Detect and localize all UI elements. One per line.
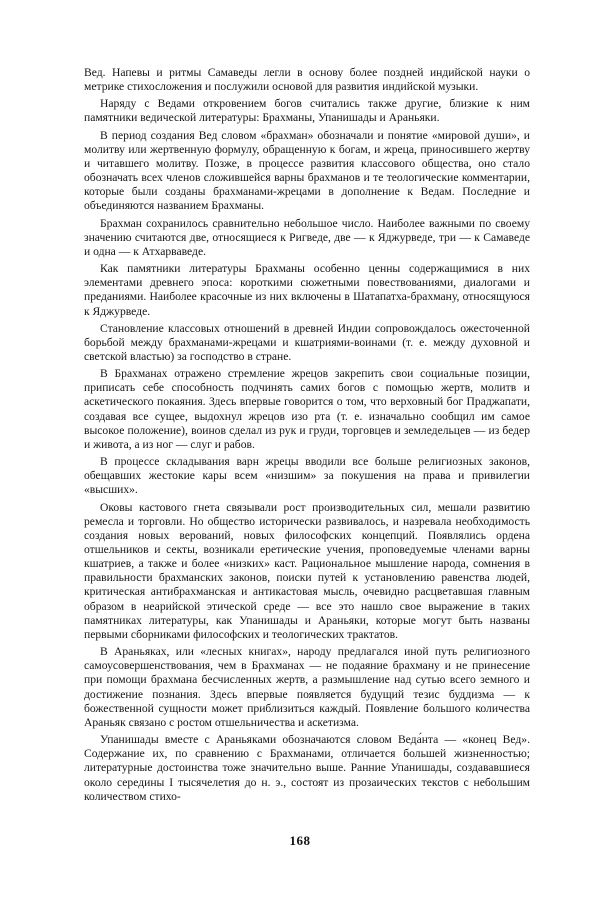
paragraph-11: Упанишады вместе с Араньяками обозначаются словом Веда́нта — «конец Вед». Содержание их, по сравнению с Брахманами, отличается большей жизненностью; литературные достоинства тоже значительно выше. Ранние Упанишады, создававшиеся около середины I тысячелетия до н. э., состоят из прозаических текстов с небольшим количеством стихо- [84, 733, 530, 803]
paragraph-3: В период создания Вед словом «брахман» обозначали и понятие «мировой души», и молитву или жертвенную формулу, обращенную к богам, и жреца, приносившего жертву и читавшего молитву. Позже, в процессе развития классового общества, оно стало обозначать всех членов сложившейся варны брахманов и те теологические комментарии, которые были созданы брахманами-жрецами в дополнение к Ведам. Последние и объединяются названием Брахманы. [84, 128, 530, 213]
paragraph-10: В Араньяках, или «лесных книгах», народу предлагался иной путь религиозного самоусовершенствования, чем в Брахманах — не подаяние брахману и не принесение при помощи брахмана бесчисленных жертв, а размышление над сутью всего земного и достижение познания. Здесь впервые появляется будущий тезис буддизма — к божественной сущности может приблизиться каждый. Появление большого количества Араньяк связано с ростом отшельничества и аскетизма. [84, 645, 530, 729]
paragraph-9: Оковы кастового гнета связывали рост производительных сил, мешали развитию ремесла и торговли. Но общество исторически развивалось, и назревала необходимость создания новых верований, новых философских концепций. Появлялись ордена отшельников и секты, возникали еретические учения, проповедуемые членами варны кшатриев, а также и более «низких» каст. Рациональное мышление народа, сомнения в правильности брахманских законов, поиски путей к установлению равенства людей, критическая антибрахманская и антикастовая мысль, очевидно расцветавшая главным образом в неарийской этической среде — все это нашло свое выражение в таких памятниках литературы, как Упанишады и Араньяки, которые могут быть названы первыми сборниками философских и теологических трактатов. [84, 500, 530, 641]
page-body [84, 66, 530, 807]
page-number: 168 [289, 833, 311, 848]
paragraph-5: Как памятники литературы Брахманы особенно ценны содержащимися в них элементами древнего эпоса: короткими сюжетными повествованиями, диалогами и преданиями. Наиболее красочные из них включены в Шатапатха-брахману, относящуюся к Яджурведе. [84, 262, 530, 318]
paragraph-1: Вед. Напевы и ритмы Самаведы легли в основу более поздней индийской науки о метрике стихосложения и послужили основой для развития индийской музыки. [84, 66, 530, 94]
paragraph-8: В процессе складывания варн жрецы вводили все больше религиозных законов, обещавших жестокие кары всем «низшим» за покушения на права и привилегии «высших». [84, 455, 530, 497]
paragraph-6: Становление классовых отношений в древней Индии сопровождалось ожесточенной борьбой между брахманами-жрецами и кшатриями-воинами (т. е. между духовной и светской властью) за господство в стране. [84, 321, 530, 363]
paragraph-4: Брахман сохранилось сравнительно небольшое число. Наиболее важными по своему значению считаются две, относящиеся к Ригведе, две — к Яджурведе, три — к Самаведе и одна — к Атхарваведе. [84, 216, 530, 258]
paragraph-7: В Брахманах отражено стремление жрецов закрепить свои социальные позиции, приписать себе способность подчинять самих богов с помощью жертв, молитв и аскетического покаяния. Здесь впервые говорится о том, что верховный бог Праджапати, создавая все сущее, выдохнул жрецов изо рта (т. е. изначально сообщил им самое высокое положение), воинов сделал из рук и груди, торговцев и земледельцев — из бедер и живота, а из ног — слуг и рабов. [84, 367, 530, 451]
paragraph-2: Наряду с Ведами откровением богов считались также другие, близкие к ним памятники ведической литературы: Брахманы, Упанишады и Араньяки. [84, 97, 530, 125]
